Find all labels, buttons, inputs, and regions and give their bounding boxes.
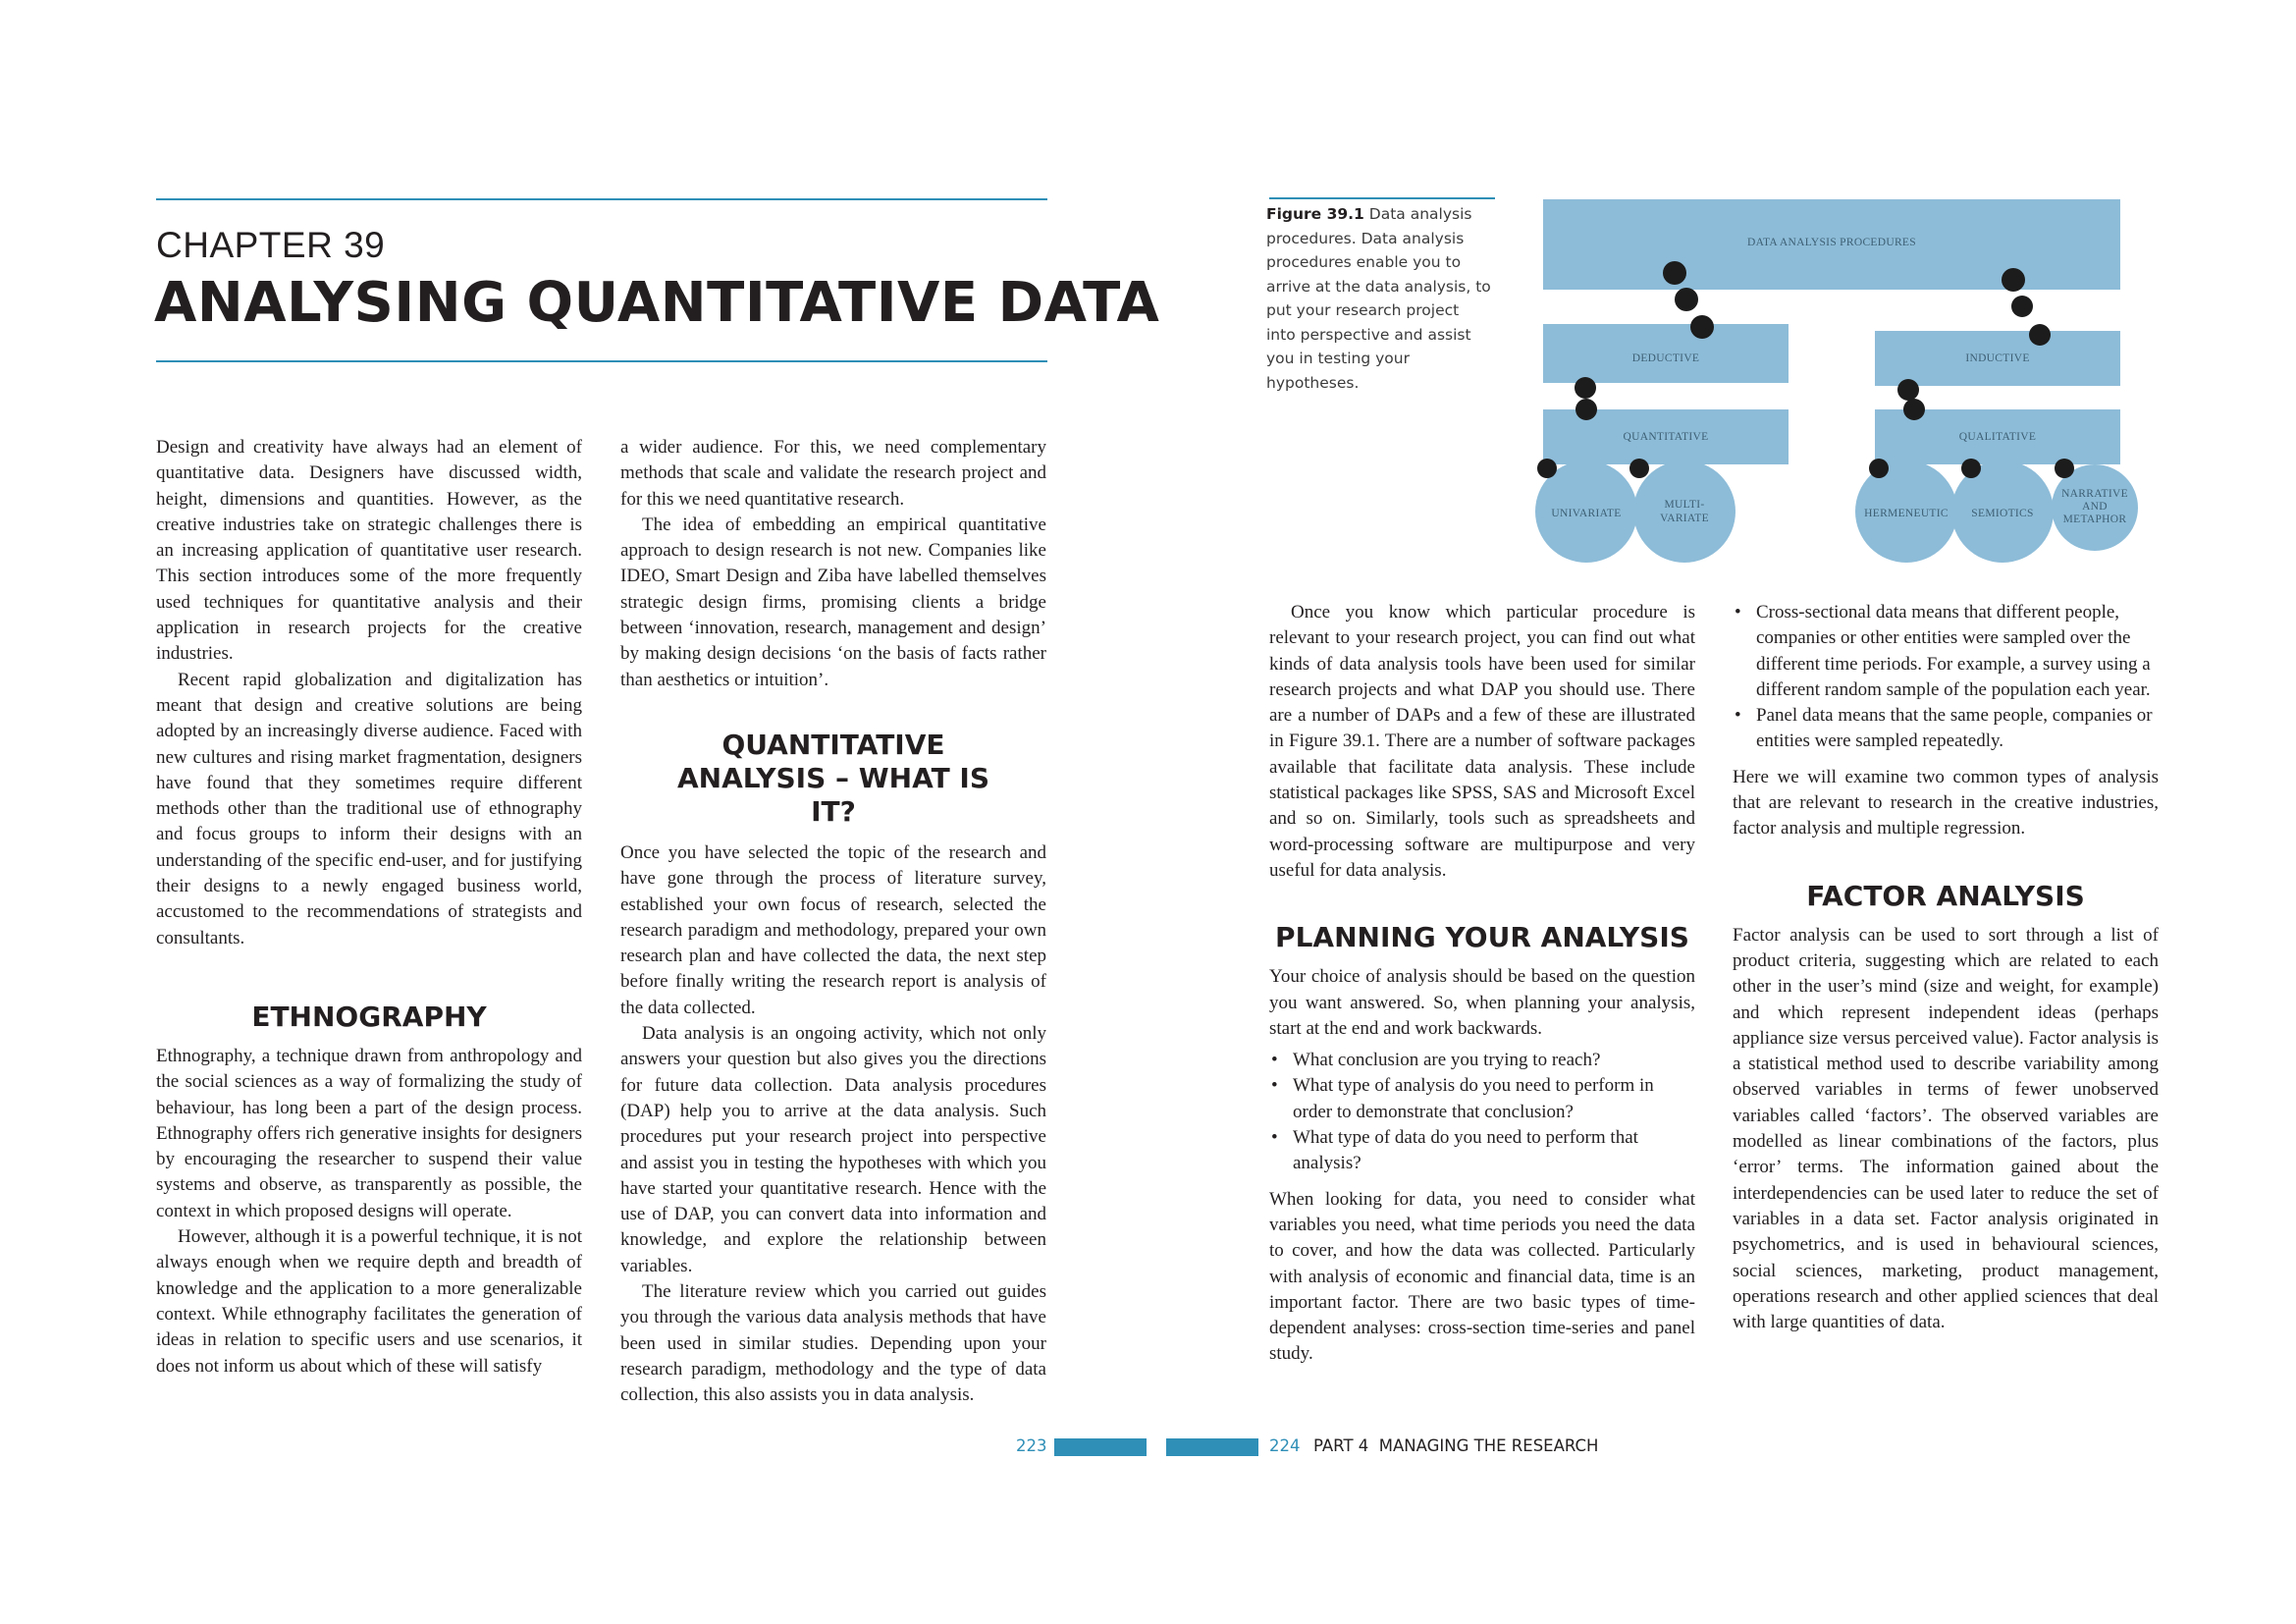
node-semiotics-label: SEMIOTICS [1971,508,2034,519]
connector-dot [1897,379,1919,401]
node-narrative-label-3: METAPHOR [2062,514,2127,525]
list-item: • Cross-sectional data means that different people, companies or other entities were sampled over the different time periods. For example, a survey using a different random sample of the population each year. [1733,600,2159,703]
paragraph: When looking for data, you need to consider what variables you need, what time periods you need the data to cover, and how the data was collected. Particularly with analysis of economic and financial data, time is an important factor. There are two basic types of time-dependent analyses: cross-section time-series and panel study. [1269,1188,1695,1365]
section-heading-planning: PLANNING YOUR ANALYSIS [1275,921,1689,954]
node-multivariate [1633,460,1735,563]
figure-caption-title: Data analysis procedures. [1266,205,1472,247]
node-univariate-label: UNIVARIATE [1551,508,1622,519]
connector-dot [1690,315,1714,339]
data-analysis-procedures-diagram [1512,191,2140,569]
paragraph: Data analysis is an ongoing activity, which not only answers your question but also gives you the directions for future data collection. Data analysis procedures (DAP) help you to arrive at the data analysis. Such procedures put your research project into perspective and assist you in testing the hypotheses with which you have started your quantitative research. Hence with the use of DAP, you can convert data into information and knowledge, and explore the relationship between variables. [620,1023,1046,1276]
left-column-1 [156,435,582,1380]
node-multivariate-label-1: MULTI- [1664,499,1705,511]
paragraph: The idea of embedding an empirical quantitative approach to design research is not new. Companies like IDEO, Smart Design and Ziba have labelled themselves strategic design firms, promising clients a bridge between ‘innovation, research, management and design’ by making design decisions ‘on the basis of facts rather than aesthetics or intuition’. [620,514,1046,690]
chapter-label: CHAPTER 39 [156,225,386,265]
node-hermeneutic-label: HERMENEUTIC [1864,508,1949,519]
node-quantitative-label: QUANTITATIVE [1623,431,1709,443]
figure-caption-body: Data analysis procedures enable you to arrive at the data analysis, to put your research project into perspective and assist you in testing your hypotheses. [1266,229,1491,392]
connector-dot [1903,399,1925,420]
node-qualitative-label: QUALITATIVE [1958,431,2037,443]
node-root-label: DATA ANALYSIS PROCEDURES [1747,237,1916,248]
list-item: • What type of analysis do you need to perform in order to demonstrate that conclusion? [1269,1073,1695,1125]
footer-bar-right [1166,1438,1258,1456]
paragraph: Once you know which particular procedure is relevant to your research project, you can find out what kinds of data analysis tools have been used for similar research projects and what DAP you should use. There are a number of DAPs and a few of these are illustrated in Figure 39.1. There are a number of software packages available that facilitate data analysis. These include statistical packages like SPSS, SAS and Microsoft Excel and so on. Similarly, tools such as spreadsheets and word-processing software are multipurpose and very useful for data analysis. [1269,602,1695,881]
connector-dot [2002,268,2025,292]
connector-dot [1961,459,1981,478]
chapter-top-rule [156,198,1047,200]
connector-dot [1537,459,1557,478]
connector-dot [2029,324,2051,346]
figure-caption [1266,202,1492,395]
chapter-bottom-rule [156,360,1047,362]
node-narrative-label-2: AND [2082,501,2108,513]
section-heading-ethnography: ETHNOGRAPHY [251,1000,487,1033]
page-number-left: 223 [1016,1436,1047,1455]
paragraph: Ethnography, a technique drawn from anthropology and the social sciences as a way of formalizing the study of behaviour, has long been a part of the design process. Ethnography offers rich generative insights for designers by encouraging the researcher to suspend their value systems and observe, as transparently as possible, the context in which proposed designs will operate. [156,1045,582,1221]
section-heading-factor-analysis: FACTOR ANALYSIS [1806,879,2085,912]
list-item: • What type of data do you need to perform that analysis? [1269,1125,1695,1177]
caption-rule [1269,197,1495,199]
connector-dot [2055,459,2074,478]
node-inductive-label: INDUCTIVE [1965,352,2030,364]
section-heading-quantitative-analysis: QUANTITATIVE ANALYSIS – WHAT IS IT? [676,728,990,828]
chapter-title: ANALYSING QUANTITATIVE DATA [154,271,1160,335]
footer-bar-left [1054,1438,1147,1456]
right-column-2 [1733,600,2159,1335]
connector-dot [1575,377,1596,399]
connector-dot [1629,459,1649,478]
node-deductive-label: DEDUCTIVE [1631,352,1700,364]
bullet-list [1733,600,2159,755]
connector-dot [1869,459,1889,478]
paragraph: Factor analysis can be used to sort through a list of product criteria, suggesting which are related to each other in the user’s mind (size and weight, for example) and which represent independent ideas (perhaps appliance size versus perceived value). Factor analysis is a statistical method used to describe variability among observed variables in terms of fewer unobserved variables called ‘factors’. The observed variables are modelled as linear combinations of the factors, plus ‘error’ terms. The information gained about the interdependencies can be used later to reduce the set of variables in a data set. Factor analysis originated in psychometrics, and is used in behavioural sciences, social sciences, marketing, product management, operations research and other applied sciences that deal with large quantities of data. [1733,924,2159,1333]
connector-dot [2011,296,2033,317]
figure-label: Figure 39.1 [1266,205,1364,223]
page-number-right: 224 [1269,1436,1301,1455]
running-head: PART 4 MANAGING THE RESEARCH [1313,1436,1599,1455]
paragraph: Design and creativity have always had an element of quantitative data. Designers have discussed width, height, dimensions and quantities. However, as the creative industries take on strategic challenges there is an increasing application of quantitative user research. This section introduces some of the more frequently used techniques for quantitative analysis and their application in research projects for the creative industries. [156,437,582,665]
left-column-2 [620,435,1046,1409]
node-multivariate-label-2: VARIATE [1660,513,1709,524]
right-column-1 [1269,600,1695,1368]
paragraph: Once you have selected the topic of the research and have gone through the process of literature survey, established your own focus of research, selected the research paradigm and methodology, prepared your own research plan and have collected the data, the next step before finally writing the research report is analysis of the data collected. [620,841,1046,1018]
bullet-list [1269,1048,1695,1176]
connector-dot [1675,288,1698,311]
list-item: • What conclusion are you trying to reach? [1269,1048,1695,1073]
connector-dot [1663,261,1686,285]
paragraph: a wider audience. For this, we need complementary methods that scale and validate the research project and for this we need quantitative research. [620,437,1046,510]
paragraph: Here we will examine two common types of analysis that are relevant to research in the creative industries, factor analysis and multiple regression. [1733,766,2159,839]
paragraph: However, although it is a powerful technique, it is not always enough when we require depth and breadth of knowledge and the application to a more generalizable context. While ethnography facilitates the generation of ideas in relation to specific users and use scenarios, it does not inform us about which of these will satisfy [156,1226,582,1377]
paragraph: Recent rapid globalization and digitalization has meant that design and creative solutions are being adopted by an increasingly diverse audience. Faced with new cultures and rising market fragmentation, designers have found that they sometimes require different methods other than the traditional use of ethnography and focus groups to inform their designs with an understanding of the specific end-user, and for justifying their designs to a newly engaged business world, accustomed to the recommendations of strategists and consultants. [156,669,582,948]
connector-dot [1575,399,1597,420]
paragraph: The literature review which you carried out guides you through the various data analysis methods that have been used in similar studies. Depending upon your research paradigm, methodology and the type of data collection, this also assists you in data analysis. [620,1281,1046,1406]
paragraph: Your choice of analysis should be based on the question you want answered. So, when planning your analysis, start at the end and work backwards. [1269,966,1695,1039]
list-item: • Panel data means that the same people, companies or entities were sampled repeatedly. [1733,703,2159,755]
node-narrative-label-1: NARRATIVE [2061,488,2128,500]
